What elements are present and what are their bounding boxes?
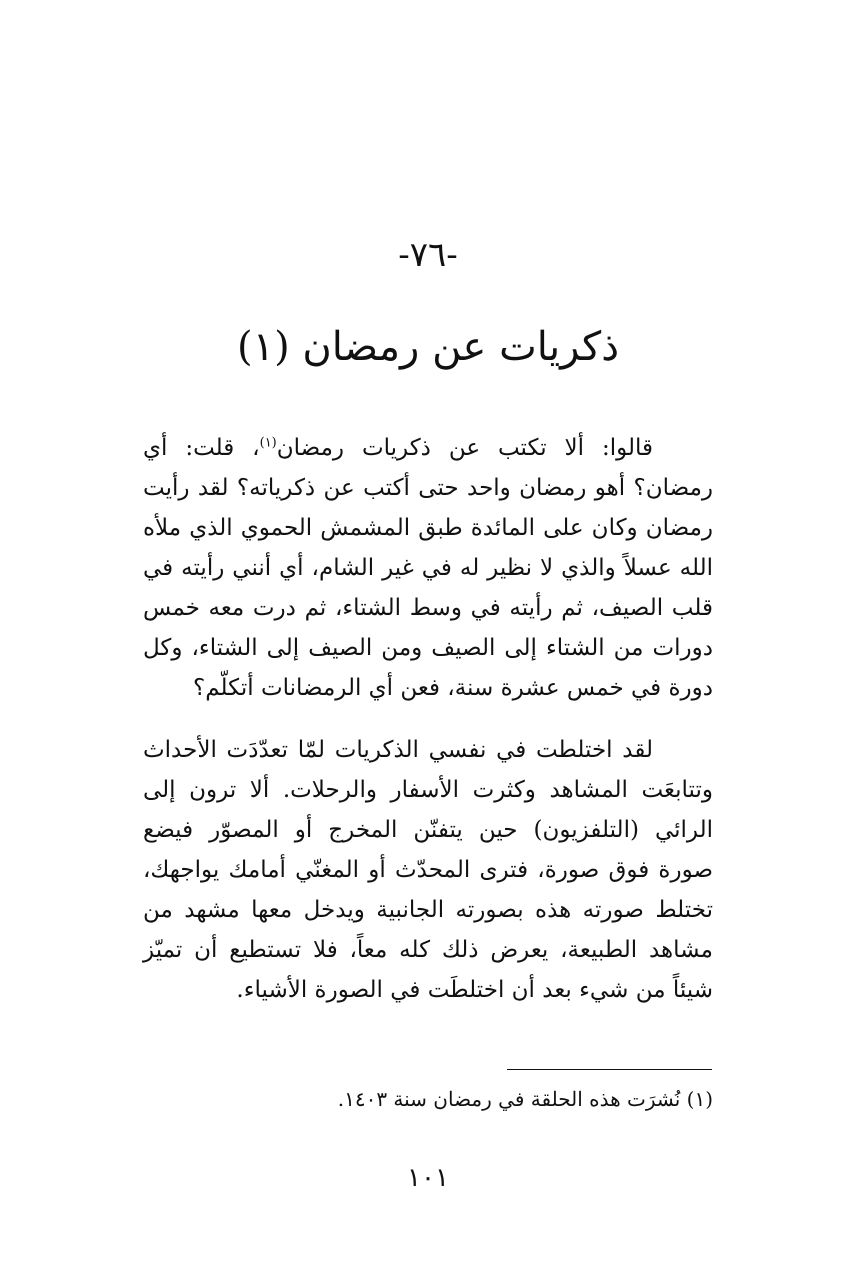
paragraph-1-text-start: قالوا: ألا تكتب عن ذكريات رمضان	[276, 435, 653, 461]
paragraph-1	[143, 428, 713, 708]
footnote-reference: (١)	[259, 435, 277, 451]
chapter-number: -٧٦-	[398, 235, 458, 275]
chapter-title: ذكريات عن رمضان (١)	[236, 324, 620, 370]
footnote-divider	[507, 1069, 712, 1070]
page-number: ١٠١	[407, 1163, 449, 1193]
paragraph-2: لقد اختلطت في نفسي الذكريات لمّا تعدّدَت الأحداث وتتابعَت المشاهد وكثرت الأسفار والرحلات. ألا ترون إلى الرائي (التلفزيون) حين يتفنّن المخرج أو المصوّر فيضع صورة فوق صورة، فترى المحدّث أو المغنّي أمامك يواجهك، تختلط صورته هذه بصورته الجانبية ويدخل معها مشهد من مشاهد الطبيعة، يعرض ذلك كله معاً، فلا تستطيع أن تميّز شيئاً من شيء بعد أن اختلطَت في الصورة الأشياء.	[143, 737, 713, 1003]
footnote: (١) نُشرَت هذه الحلقة في رمضان سنة ١٤٠٣.	[337, 1087, 713, 1111]
body-text	[143, 428, 713, 1032]
paragraph-1-text-end: ، قلت: أي رمضان؟ أهو رمضان واحد حتى أكتب عن ذكرياته؟ لقد رأيت رمضان وكان على المائدة طبق المشمش الحموي الذي ملأه الله عسلاً والذي لا نظير له في غير الشام، أي أنني رأيته في قلب الصيف، ثم رأيته في وسط الشتاء، ثم درت معه خمس دورات من الشتاء إلى الصيف ومن الصيف إلى الشتاء، وكل دورة في خمس عشرة سنة، فعن أي الرمضانات أتكلّم؟	[143, 435, 713, 701]
